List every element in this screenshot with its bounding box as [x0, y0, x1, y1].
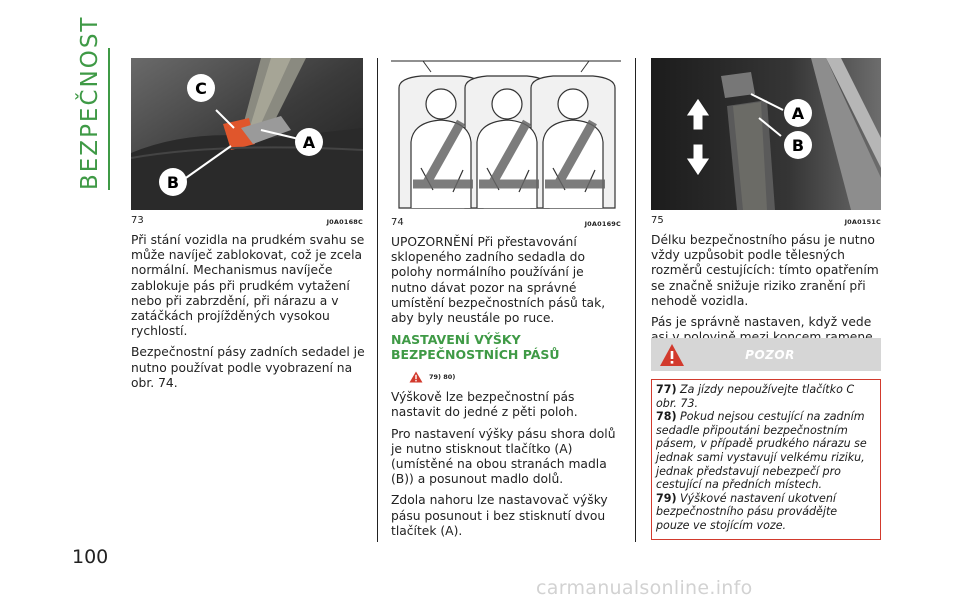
- heading-line: NASTAVENÍ VÝŠKY: [391, 332, 521, 348]
- body-paragraph: Bezpečnostní pásy zadních sedadel je nutno používat podle vyobrazení na obr. 74.: [131, 345, 365, 390]
- notice-paragraph: UPOZORNĚNÍ Při přestavování sklopeného zadního sedadla do polohy normálního používání je nutno dávat pozor na správné umístění bezpečnostních pásů tak, aby byly neustále po ruce.: [391, 235, 606, 326]
- warning-triangle-icon: [659, 343, 685, 367]
- caution-box: [651, 379, 881, 540]
- caution-item: [656, 383, 874, 410]
- figure-code: J0A0169C: [584, 220, 621, 228]
- height-adjuster-illustration: [651, 58, 881, 210]
- section-heading: [391, 332, 623, 362]
- callout-label: B: [166, 173, 180, 192]
- figure-73-photo: [131, 58, 363, 210]
- figure-number: 73: [131, 215, 144, 226]
- figure-74-caption: [391, 214, 621, 228]
- warning-references: [409, 368, 623, 386]
- rear-seatbelts-diagram: [391, 58, 621, 212]
- page-number: 100: [72, 546, 109, 568]
- chapter-title-rule: [108, 48, 110, 190]
- caution-item-text: Pokud nejsou cestující na zadním sedadle připoutáni bezpečnostním pásem, v případě prudkého nárazu se jednak sami vystavují velkému riziku, jednak představují nebezpečí pro cestující na předních místech.: [656, 410, 867, 492]
- caution-label: POZOR: [745, 347, 795, 362]
- callout-label: B: [791, 136, 805, 155]
- figure-code: J0A0151C: [844, 218, 881, 226]
- caution-item-number: 77): [656, 383, 677, 396]
- caution-header: [651, 338, 881, 371]
- column-1-text: [131, 233, 365, 397]
- caution-item: [656, 410, 874, 492]
- callout-label: C: [195, 79, 207, 98]
- column-separator: [635, 58, 636, 542]
- body-paragraph: Pás je správně nastaven, když vede: [651, 315, 872, 330]
- caution-item: [656, 492, 874, 533]
- figure-number: 74: [391, 217, 404, 228]
- warning-triangle-icon: [409, 371, 423, 383]
- seatbelt-buckle-illustration: [131, 58, 363, 210]
- figure-73-caption: [131, 212, 363, 226]
- callout-label: A: [302, 133, 316, 152]
- body-paragraph: Délku bezpečnostního pásu je nutno vždy uzpůsobit podle tělesných rozměrů cestujících: tímto opatřením se značně snižuje riziko zranění při nehodě vozidla.: [651, 233, 879, 308]
- caution-item-number: 79): [656, 491, 677, 505]
- column-separator: [377, 58, 378, 542]
- column-2-text: [391, 235, 623, 545]
- caution-item-text: Za jízdy nepoužívejte tlačítko C obr. 73.: [656, 383, 855, 410]
- heading-line: BEZPEČNOSTNÍCH PÁSŮ: [391, 347, 560, 363]
- figure-number: 75: [651, 215, 664, 226]
- watermark: carmanualsonline.info: [536, 577, 753, 599]
- body-paragraph: Při stání vozidla na prudkém svahu se může navíječ zablokovat, což je zcela normální. Mechanismus navíječe zablokuje pás při prudkém vytažení nebo při zabrzdění, při nárazu a v zatáčkách projížděných vysokou rychlostí.: [131, 233, 365, 339]
- warning-ref-numbers: 79) 80): [429, 372, 456, 381]
- figure-code: J0A0168C: [326, 218, 363, 226]
- figure-75-photo: [651, 58, 881, 210]
- figure-74-drawing: [391, 58, 621, 212]
- body-paragraph: Zdola nahoru lze nastavovač výšky pásu posunout i bez stisknutí dvou tlačítek (A).: [391, 493, 608, 538]
- body-paragraph: Pro nastavení výšky pásu shora dolů je nutno stisknout tlačítko (A) (umístěné na obou stranách madla (B)) a posunout madlo dolů.: [391, 426, 616, 487]
- body-paragraph: Výškově lze bezpečnostní pás nastavit do jedné z pěti poloh.: [391, 390, 578, 420]
- caution-item-text: Výškové nastavení ukotvení bezpečnostního pásu provádějte pouze ve stojícím voze.: [656, 491, 838, 532]
- caution-item-number: 78): [656, 410, 677, 424]
- chapter-title: BEZPEČNOST: [77, 15, 103, 190]
- callout-label: A: [791, 104, 805, 123]
- figure-75-caption: [651, 212, 881, 226]
